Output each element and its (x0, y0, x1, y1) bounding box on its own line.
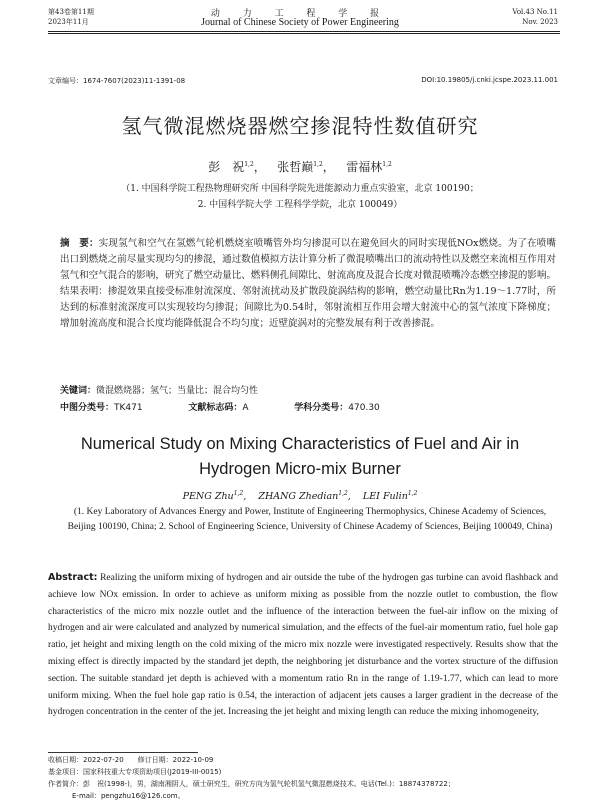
authors-en: PENG Zhu$^{1,2}$, ZHANG Zhedian$^{1,2}$, LEI Fulin$^{1,2}$ (182, 490, 418, 503)
issue-date-en: Nov. 2023 (522, 18, 558, 26)
issue-info-cn (48, 7, 94, 27)
issue-info-en (512, 7, 558, 27)
header-rule-thin (48, 33, 560, 34)
footnote-received: 收稿日期：2022-07-20 修订日期：2022-10-09 (48, 756, 214, 764)
volume-en: Vol.43 No.11 (512, 8, 558, 16)
classification-cn (60, 400, 556, 413)
affiliation-cn-1: （1. 中国科学院工程热物理研究所 中国科学院先进能源动力重点实验室，北京 100190； (121, 184, 479, 194)
author-name-en: LEI Fulin (362, 491, 408, 503)
affiliation-cn-2: 2. 中国科学院大学 工程科学学院，北京 100049） (197, 200, 403, 210)
author-name: 彭 祝 (208, 160, 245, 174)
author-affil-sup: 1,2 (338, 490, 348, 497)
issue-number-cn: 第43卷第11期 (48, 8, 94, 16)
author-name-en: ZHANG Zhedian (258, 491, 339, 503)
paper-title-en (0, 432, 600, 482)
footnote-email: E-mail：pengzhu16@126.com。 (72, 792, 185, 800)
abstract-cn-label: 摘 要： (60, 238, 99, 249)
doc-code: A (242, 403, 249, 413)
paper-title-en-line: Numerical Study on Mixing Characteristics of Fuel and Air in (80, 435, 520, 453)
author-name: 张哲巅 (277, 160, 314, 174)
author-name-en: PENG Zhu (182, 491, 234, 503)
author-affil-sup: 1,2 (233, 490, 244, 497)
keywords-cn-text: 微混燃烧器；氢气；当量比；混合均匀性 (96, 386, 259, 396)
doc-code-label: 文献标志码： (188, 403, 243, 413)
paper-title-en-line: Hydrogen Micro-mix Burner (199, 460, 401, 478)
authors-cn: 彭 祝$^{1,2}$， 张哲巅$^{1,2}$， 雷福林$^{1,2}$ (208, 160, 392, 174)
author-affil-sup: 1,2 (313, 161, 323, 168)
author-affil-sup: 1,2 (407, 490, 418, 497)
author-affil-sup: 1,2 (244, 161, 254, 168)
paper-title-cn: 氢气微混燃烧器燃空掺混特性数值研究 (121, 114, 479, 138)
abstract-en (48, 570, 558, 721)
subject-code: 470.30 (348, 403, 380, 413)
journal-name-cn: 动 力 工 程 学 报 (210, 9, 390, 19)
abstract-en-text: Realizing the uniform mixing of hydrogen and air outside the tube of the hydrogen gas turbine can avoid flashback and achieve low NOx emission. In order to achieve as uniform mixing as possible from the nozzle outlet to combustion, the flow characteristics of the micro mix nozzle outlet and the influence of the interaction between the fuel-air inflow on the mixing of hydrogen and air were calculated and analyzed by numerical simulation, and the effects of the fuel-air momentum ratio, fuel hole gap ratio, jet height and mixing length on the cold mixing of the micro mix nozzle were investigated respectively. Results show that the mixing effect is directly impacted by the standard jet depth, the neighboring jet disturbance and the vortex structure of the diffusion section. The suitable standard jet depth is achieved with a momentum ratio Rn in the range of 1.19-1.77, which can lead to more uniform mixing. When the fuel hole gap ratio is 0.54, the interaction of adjacent jets causes a larger gradient in the decrease of the hydrogen concentration in the center of the jet. Increasing the jet height and mixing length can reduce the mixing inhomogeneity, (48, 573, 558, 718)
affiliation-en: (1. Key Laboratory of Advances Energy and Power, Institute of Engineering Thermophysics, Chinese Academy of Sciences, Beijing 100190, China; 2. School of Engineering Science, University of Chinese Academy of Sciences, Beijing 100049, China) (67, 507, 553, 532)
subject-code-label: 学科分类号： (294, 403, 349, 413)
clc-label: 中图分类号： (60, 403, 115, 413)
author-name: 雷福林 (346, 160, 383, 174)
keywords-cn (60, 383, 258, 396)
abstract-cn (60, 236, 556, 332)
author-affil-sup: 1,2 (382, 161, 392, 168)
abstract-cn-text: 实现氢气和空气在氢燃气轮机燃烧室喷嘴管外均匀掺混可以在避免回火的同时实现低NOx燃烧。为了在喷嘴出口到燃烧之前尽量实现均匀的掺混，通过数值模拟方法计算分析了微混喷嘴出口的流动特性以及燃空来流相互作用对氢气和空气混合的影响，研究了燃空动量比、燃料侧孔间隙比、射流高度及混合长度对微混喷嘴冷态燃空掺混的影响。结果表明：掺混效果直接受标准射流深度、邻射流扰动及扩散段旋涡结构的影响，燃空动量比Rn为1.19～1.77时，所达到的标准射流深度可以实现较均匀掺混；间隙比为0.54时，邻射流相互作用会增大射流中心的氢气浓度下降梯度；增加射流高度和混合长度均能降低混合不均匀度；近壁旋涡对的完整发展有利于改善掺混。 (60, 238, 556, 329)
doi: DOI:10.19805/j.cnki.jcspe.2023.11.001 (421, 76, 558, 84)
footnote-funding: 基金项目：国家科技重大专项资助项目(J2019-III-0015) (48, 768, 222, 776)
keywords-cn-label: 关键词： (60, 386, 97, 396)
issue-date-cn: 2023年11月 (48, 18, 89, 26)
footnote-author-bio: 作者简介：彭 祝(1998-)，男，湖南湘阴人，硕士研究生，研究方向为氢气轮机氢气微混燃烧技术。电话(Tel.)：18874378722； (48, 780, 455, 788)
journal-name-en: Journal of Chinese Society of Power Engineering (201, 17, 399, 28)
article-number: 文章编号：1674-7607(2023)11-1391-08 (48, 77, 186, 85)
header-rule (48, 31, 560, 32)
clc-number: TK471 (114, 403, 143, 413)
footnote-rule (48, 752, 198, 753)
abstract-en-label: Abstract: (48, 572, 98, 583)
